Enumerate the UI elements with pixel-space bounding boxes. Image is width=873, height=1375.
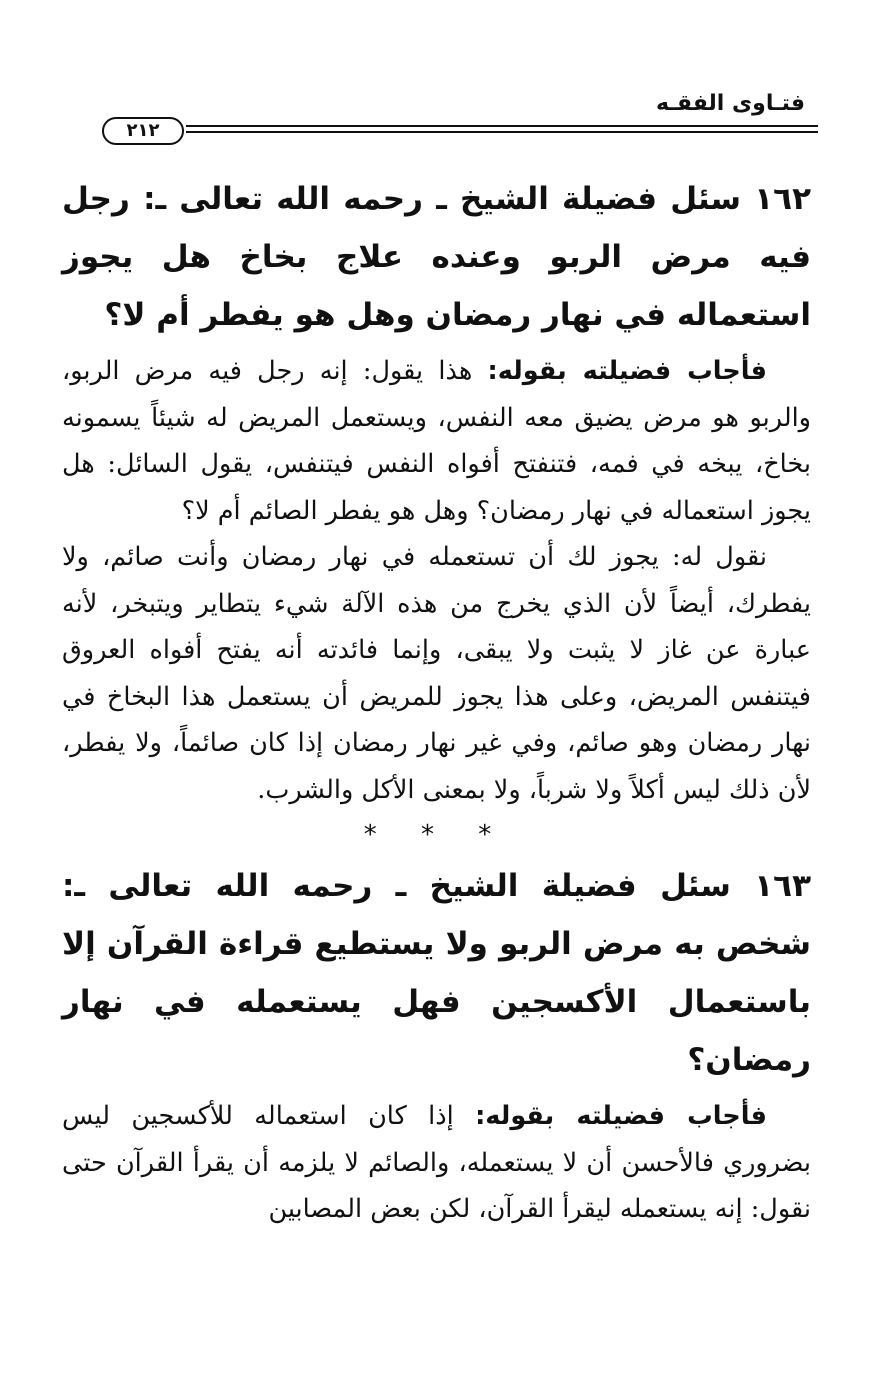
question-163: ١٦٣ سئل فضيلة الشيخ ـ رحمه الله تعالى ـ: شخص به مرض الربو ولا يستطيع قراءة القرآن إلا باستعمال الأكسجين فهل يستعمله في نهار رمضان؟ [62, 868, 811, 1078]
running-title: فتـاوى الفقـه [656, 91, 805, 116]
section-separator: * * * [363, 820, 510, 850]
answer-163-paragraph-1 [62, 1093, 811, 1233]
answer-lead: فأجاب فضيلته بقوله: [475, 1101, 767, 1131]
page-content [62, 170, 811, 1233]
answer-text: إذا كان استعماله للأكسجين ليس بضروري فالأحسن أن لا يستعمله، والصائم لا يلزمه أن يقرأ القرآن حتى نقول: إنه يستعمله ليقرأ القرآن، لكن بعض المصابين [62, 1101, 811, 1224]
question-162: ١٦٢ سئل فضيلة الشيخ ـ رحمه الله تعالى ـ: رجل فيه مرض الربو وعنده علاج بخاخ هل يجوز استعماله في نهار رمضان وهل هو يفطر أم لا؟ [62, 181, 811, 333]
answer-lead: فأجاب فضيلته بقوله: [487, 356, 767, 386]
page-number: ٢١٢ [102, 117, 184, 145]
answer-162-paragraph-2: نقول له: يجوز لك أن تستعمله في نهار رمضان وأنت صائم، ولا يفطرك، أيضاً لأن الذي يخرج من هذه الآلة شيء يتطاير ويتبخر، لأنه عبارة عن غاز لا يثبت ولا يبقى، وإنما فائدته أنه يفتح أفواه العروق فيتنفس المريض، وعلى هذا يجوز للمريض أن يستعمل هذا البخاخ في نهار رمضان وهو صائم، وفي غير نهار رمضان إذا كان صائماً، ولا يفطر، لأن ذلك ليس أكلاً ولا شرباً، ولا بمعنى الأكل والشرب. [62, 542, 811, 805]
answer-text: هذا يقول: إنه رجل فيه مرض الربو، والربو هو مرض يضيق معه النفس، ويستعمل المريض له شيئاً يسمونه بخاخ، يبخه في فمه، فتنفتح أفواه النفس فيتنفس، يقول السائل: هل يجوز استعماله في نهار رمضان؟ وهل هو يفطر الصائم أم لا؟ [62, 356, 811, 526]
answer-162-paragraph-1 [62, 348, 811, 534]
header-rule [186, 125, 818, 133]
